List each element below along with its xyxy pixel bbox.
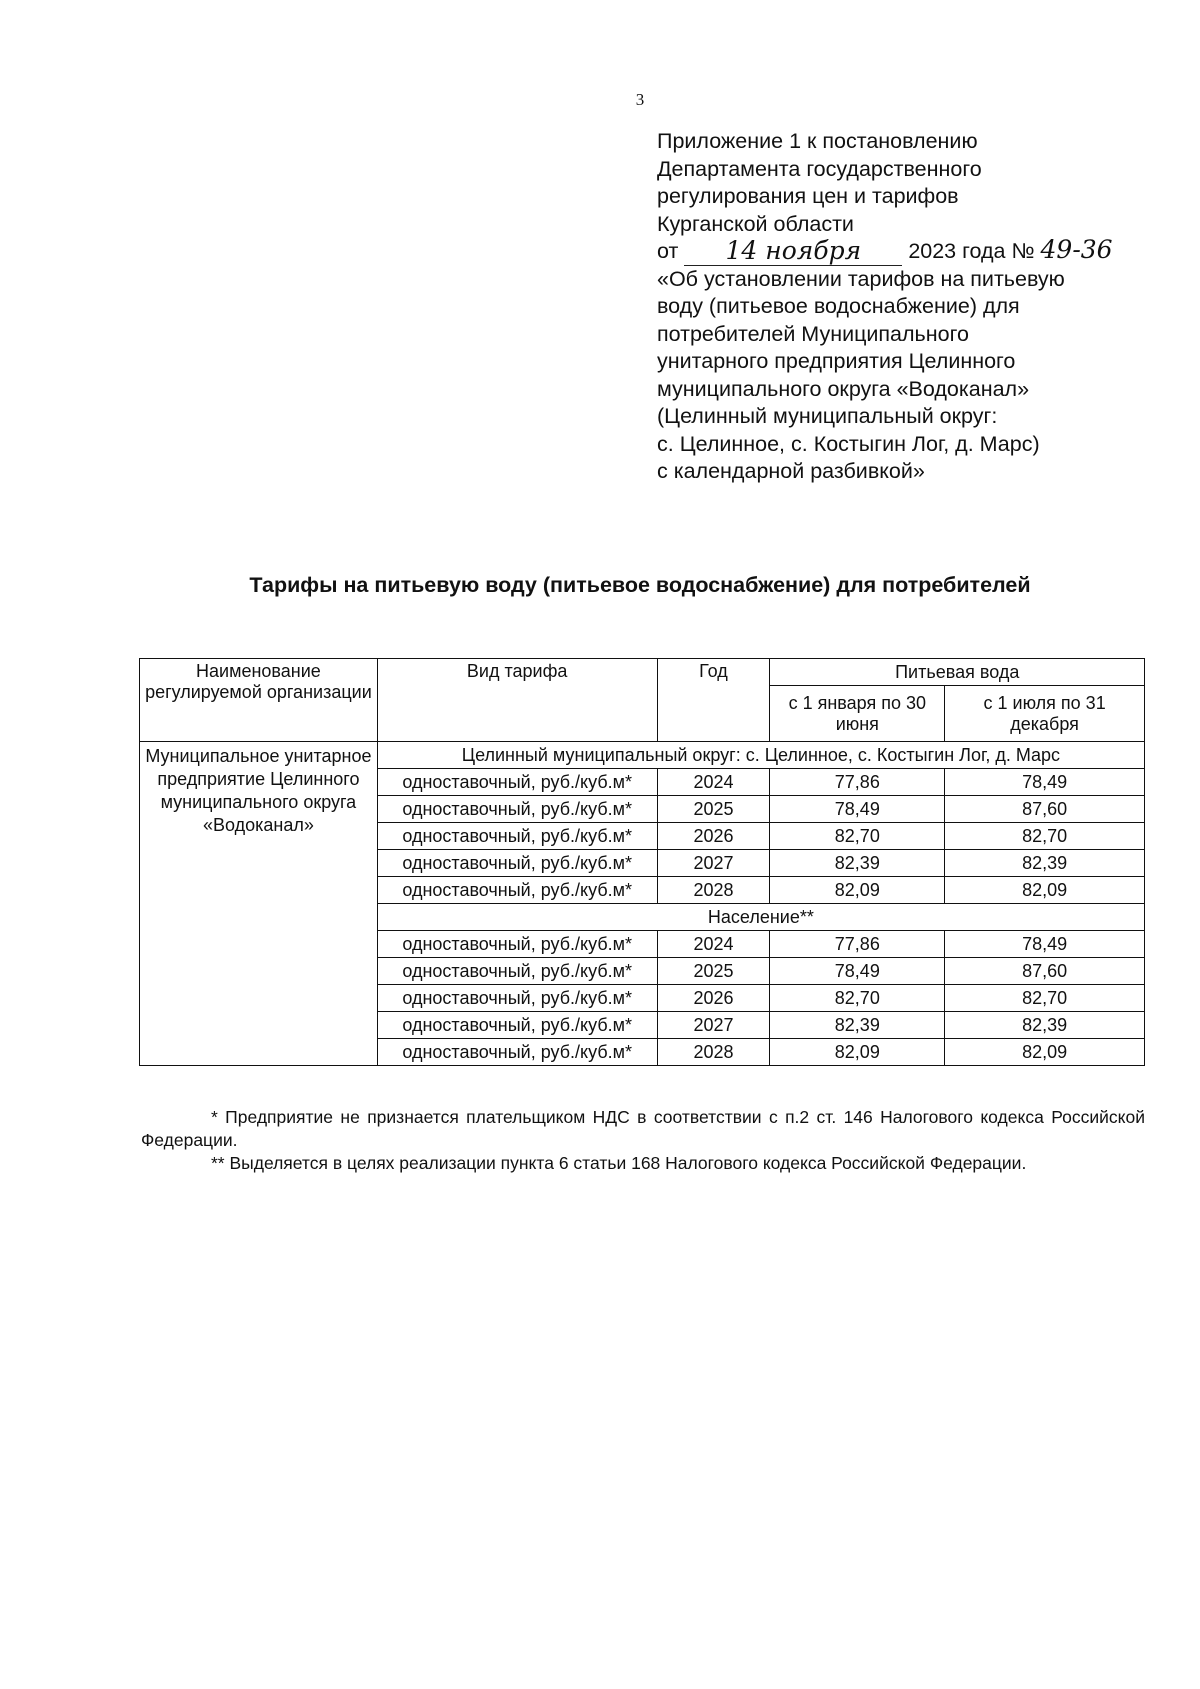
tariff-h2-cell: 82,70: [945, 823, 1145, 850]
footnote-vat: * Предприятие не признается плательщиком НДС в соответствии с п.2 ст. 146 Налогового кодекса Российской Федерации.: [141, 1107, 1145, 1150]
tariff-type-cell: одноставочный, руб./куб.м*: [377, 769, 657, 796]
year-cell: 2025: [657, 958, 770, 985]
document-title: Тарифы на питьевую воду (питьевое водоснабжение) для потребителей: [249, 573, 1031, 597]
appendix-line: регулирования цен и тарифов: [657, 184, 959, 208]
tariff-h1-cell: 82,70: [770, 985, 945, 1012]
tariff-h1-cell: 82,09: [770, 877, 945, 904]
year-cell: 2026: [657, 823, 770, 850]
tariff-type-cell: одноставочный, руб./куб.м*: [377, 850, 657, 877]
appendix-line: Департамента государственного: [657, 156, 982, 181]
appendix-line: муниципального округа «Водоканал»: [657, 376, 1030, 401]
tariff-h1-cell: 82,09: [770, 1039, 945, 1066]
tariff-h2-cell: 82,39: [945, 1012, 1145, 1039]
tariff-h1-cell: 82,70: [770, 823, 945, 850]
header-period-1: с 1 января по 30 июня: [770, 686, 945, 742]
year-cell: 2028: [657, 1039, 770, 1066]
appendix-line: Приложение 1 к постановлению: [657, 129, 978, 153]
header-year: Год: [657, 659, 770, 742]
appendix-block: [657, 128, 1177, 486]
tariff-h2-cell: 87,60: [945, 958, 1145, 985]
appendix-line: унитарного предприятия Целинного: [657, 349, 1016, 373]
header-period-2: с 1 июля по 31 декабря: [945, 686, 1145, 742]
tariff-type-cell: одноставочный, руб./куб.м*: [377, 1039, 657, 1066]
tariff-h2-cell: 78,49: [945, 769, 1145, 796]
tariff-type-cell: одноставочный, руб./куб.м*: [377, 877, 657, 904]
year-cell: 2024: [657, 769, 770, 796]
footnote-population: ** Выделяется в целях реализации пункта 6 статьи 168 Налогового кодекса Российской Федерации.: [211, 1153, 1027, 1173]
year-cell: 2027: [657, 850, 770, 877]
page-number: 3: [635, 90, 645, 109]
tariff-type-cell: одноставочный, руб./куб.м*: [377, 823, 657, 850]
tariff-table: [139, 658, 1145, 1066]
appendix-line: с календарной разбивкой»: [657, 459, 925, 483]
year-cell: 2025: [657, 796, 770, 823]
handwritten-number: 49-36: [1040, 235, 1113, 264]
tariff-h2-cell: 82,09: [945, 1039, 1145, 1066]
tariff-h1-cell: 82,39: [770, 1012, 945, 1039]
organization-name: Муниципальное унитарное предприятие Целинного муниципального округа «Водоканал»: [140, 742, 378, 1066]
tariff-h1-cell: 78,49: [770, 958, 945, 985]
appendix-line: воду (питьевое водоснабжение) для: [657, 294, 1020, 318]
appendix-date-line: [657, 235, 1177, 266]
tariff-h2-cell: 82,09: [945, 877, 1145, 904]
year-cell: 2024: [657, 931, 770, 958]
section-heading-row: [140, 742, 1145, 769]
tariff-h1-cell: 77,86: [770, 769, 945, 796]
year-cell: 2026: [657, 985, 770, 1012]
section-heading: Целинный муниципальный округ: с. Целинное, с. Костыгин Лог, д. Марс: [377, 742, 1144, 769]
tariff-type-cell: одноставочный, руб./куб.м*: [377, 796, 657, 823]
appendix-line: с. Целинное, с. Костыгин Лог, д. Марс): [657, 431, 1040, 456]
tariff-h2-cell: 78,49: [945, 931, 1145, 958]
tariff-type-cell: одноставочный, руб./куб.м*: [377, 1012, 657, 1039]
section-heading: Население**: [377, 904, 1144, 931]
appendix-line: потребителей Муниципального: [657, 321, 969, 346]
appendix-line: (Целинный муниципальный округ:: [657, 404, 998, 428]
year-cell: 2027: [657, 1012, 770, 1039]
date-prefix: от: [657, 239, 679, 263]
tariff-h2-cell: 87,60: [945, 796, 1145, 823]
tariff-h1-cell: 77,86: [770, 931, 945, 958]
tariff-h2-cell: 82,39: [945, 850, 1145, 877]
tariff-h1-cell: 82,39: [770, 850, 945, 877]
date-field: [684, 235, 902, 266]
appendix-line: «Об установлении тарифов на питьевую: [657, 266, 1065, 291]
appendix-line: Курганской области: [657, 211, 854, 236]
handwritten-date: 14 ноября: [725, 235, 862, 265]
header-organization: Наименование регулируемой организации: [140, 659, 378, 742]
year-text: 2023 года №: [908, 239, 1035, 263]
header-tariff-type: Вид тарифа: [377, 659, 657, 742]
header-drinking-water: Питьевая вода: [770, 659, 1145, 686]
tariff-h2-cell: 82,70: [945, 985, 1145, 1012]
footnotes: [141, 1106, 1145, 1175]
year-cell: 2028: [657, 877, 770, 904]
tariff-type-cell: одноставочный, руб./куб.м*: [377, 985, 657, 1012]
tariff-type-cell: одноставочный, руб./куб.м*: [377, 931, 657, 958]
tariff-type-cell: одноставочный, руб./куб.м*: [377, 958, 657, 985]
tariff-h1-cell: 78,49: [770, 796, 945, 823]
